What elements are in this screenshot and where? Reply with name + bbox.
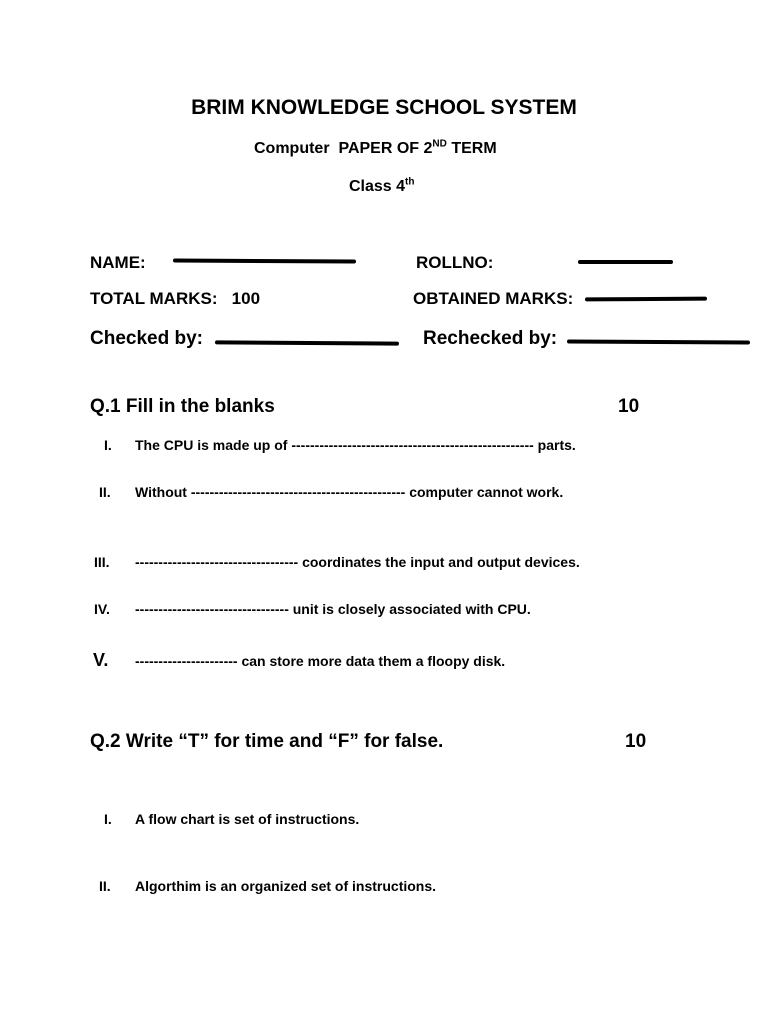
obtained-marks-blank-line[interactable] bbox=[585, 297, 707, 302]
paper-term-sup: ND bbox=[432, 138, 447, 150]
total-marks-value: 100 bbox=[231, 289, 261, 308]
q2-heading: Q.2 Write “T” for time and “F” for false. bbox=[90, 731, 444, 752]
paper-of: PAPER OF 2 bbox=[338, 140, 433, 157]
class-text: Class 4 bbox=[349, 178, 406, 195]
name-label: NAME: bbox=[90, 253, 146, 272]
q2-item-number: II. bbox=[99, 878, 111, 894]
name-blank-line[interactable] bbox=[173, 259, 356, 264]
checked-by-label: Checked by: bbox=[90, 328, 203, 349]
rechecked-by-blank-line[interactable] bbox=[567, 340, 750, 345]
total-marks-label: TOTAL MARKS: bbox=[90, 289, 218, 308]
q1-item-text: The CPU is made up of ---------------------------------------------------- parts. bbox=[135, 437, 576, 453]
q1-item-number: III. bbox=[94, 554, 110, 570]
q1-item-number: II. bbox=[99, 484, 111, 500]
q1-item-text: ----------------------------------- coordinates the input and output devices. bbox=[135, 554, 580, 570]
class-label bbox=[349, 178, 415, 196]
q2-item-number: I. bbox=[104, 811, 112, 827]
q1-item-text: ---------------------- can store more data them a floopy disk. bbox=[135, 653, 506, 669]
checked-by-blank-line[interactable] bbox=[215, 340, 399, 345]
q1-item-number: IV. bbox=[94, 601, 110, 617]
school-name: BRIM KNOWLEDGE SCHOOL SYSTEM bbox=[191, 96, 577, 119]
q1-item-text: Without ---------------------------------------------- computer cannot work. bbox=[135, 484, 564, 500]
q1-item-number: I. bbox=[104, 437, 112, 453]
q1-item-text: --------------------------------- unit is closely associated with CPU. bbox=[135, 601, 531, 617]
paper-term: TERM bbox=[451, 140, 497, 157]
q1-item-number: V. bbox=[93, 650, 109, 670]
paper-title bbox=[254, 140, 497, 158]
obtained-marks-label: OBTAINED MARKS: bbox=[413, 289, 574, 308]
rollno-blank-line[interactable] bbox=[578, 260, 673, 264]
rollno-label: ROLLNO: bbox=[416, 253, 494, 272]
total-marks bbox=[90, 289, 260, 309]
class-sup: th bbox=[405, 176, 415, 188]
q2-item-text: Algorthim is an organized set of instructions. bbox=[135, 878, 437, 894]
q1-marks: 10 bbox=[618, 396, 640, 417]
rechecked-by-label: Rechecked by: bbox=[423, 328, 558, 349]
paper-subject: Computer bbox=[254, 140, 330, 157]
q1-heading: Q.1 Fill in the blanks bbox=[90, 396, 275, 417]
q2-item-text: A flow chart is set of instructions. bbox=[135, 811, 360, 827]
q2-marks: 10 bbox=[625, 731, 647, 752]
